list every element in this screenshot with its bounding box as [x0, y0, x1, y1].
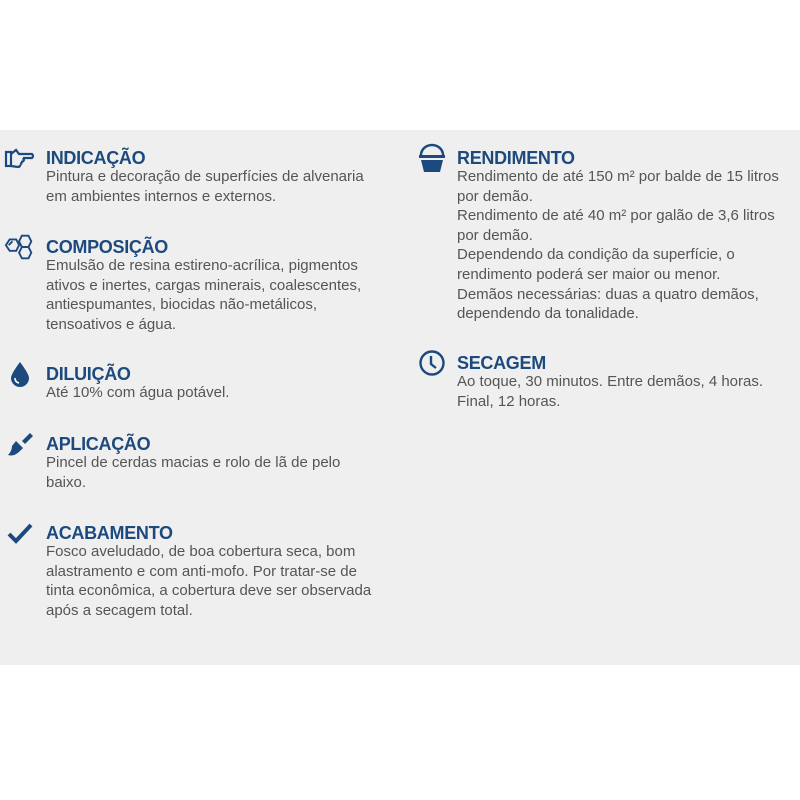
- section-title: INDICAÇÃO: [46, 147, 146, 168]
- section-description: [457, 372, 763, 411]
- section-title: SECAGEM: [457, 352, 546, 373]
- description-line: ativos e inertes, cargas minerais, coalescentes,: [46, 276, 362, 294]
- description-line: por demão.: [457, 187, 533, 205]
- molecule-icon: [4, 234, 36, 260]
- description-line: Fosco aveludado, de boa cobertura seca, bom: [46, 543, 356, 560]
- description-line: Emulsão de resina estireno-acrílica, pigmentos: [46, 257, 358, 274]
- section-description: [46, 542, 371, 620]
- description-line: Pincel de cerdas macias e rolo de lã de pelo: [46, 454, 341, 471]
- description-line: Até 10% com água potável.: [46, 384, 230, 401]
- checkmark-icon: [4, 520, 36, 546]
- description-line: Rendimento de até 150 m² por balde de 15 litros: [457, 168, 779, 185]
- section-title: ACABAMENTO: [46, 522, 173, 543]
- description-line: Final, 12 horas.: [457, 392, 561, 410]
- section-title: COMPOSIÇÃO: [46, 236, 169, 257]
- paintbrush-icon: [4, 431, 36, 457]
- description-line: em ambientes internos e externos.: [46, 187, 277, 205]
- description-line: por demão.: [457, 226, 533, 244]
- clock-icon: [416, 350, 448, 376]
- description-line: Ao toque, 30 minutos. Entre demãos, 4 horas.: [457, 373, 764, 390]
- section-title: APLICAÇÃO: [46, 433, 151, 454]
- section-description: [46, 167, 364, 206]
- description-line: dependendo da tonalidade.: [457, 305, 639, 323]
- section-title: DILUIÇÃO: [46, 363, 131, 384]
- bucket-icon: [416, 145, 448, 171]
- pointing-hand-icon: [4, 145, 36, 171]
- description-line: Rendimento de até 40 m² por galão de 3,6 litros: [457, 207, 775, 225]
- water-drop-icon: [4, 361, 36, 387]
- section-description: [46, 383, 229, 403]
- description-line: Pintura e decoração de superfícies de alvenaria: [46, 168, 364, 185]
- description-line: antiespumantes, biocidas não-metálicos,: [46, 296, 317, 314]
- section-description: [46, 256, 361, 334]
- description-line: tensoativos e água.: [46, 315, 177, 333]
- description-line: rendimento poderá ser maior ou menor.: [457, 265, 721, 283]
- description-line: tinta econômica, a cobertura deve ser observada: [46, 582, 372, 600]
- description-line: Demãos necessárias: duas a quatro demãos,: [457, 285, 759, 303]
- section-title: RENDIMENTO: [457, 147, 575, 168]
- section-description: [457, 167, 779, 324]
- description-line: Dependendo da condição da superfície, o: [457, 246, 735, 264]
- description-line: alastramento e com anti-mofo. Por tratar-se de: [46, 562, 357, 580]
- description-line: baixo.: [46, 473, 87, 491]
- description-line: após a secagem total.: [46, 601, 193, 619]
- section-description: [46, 453, 340, 492]
